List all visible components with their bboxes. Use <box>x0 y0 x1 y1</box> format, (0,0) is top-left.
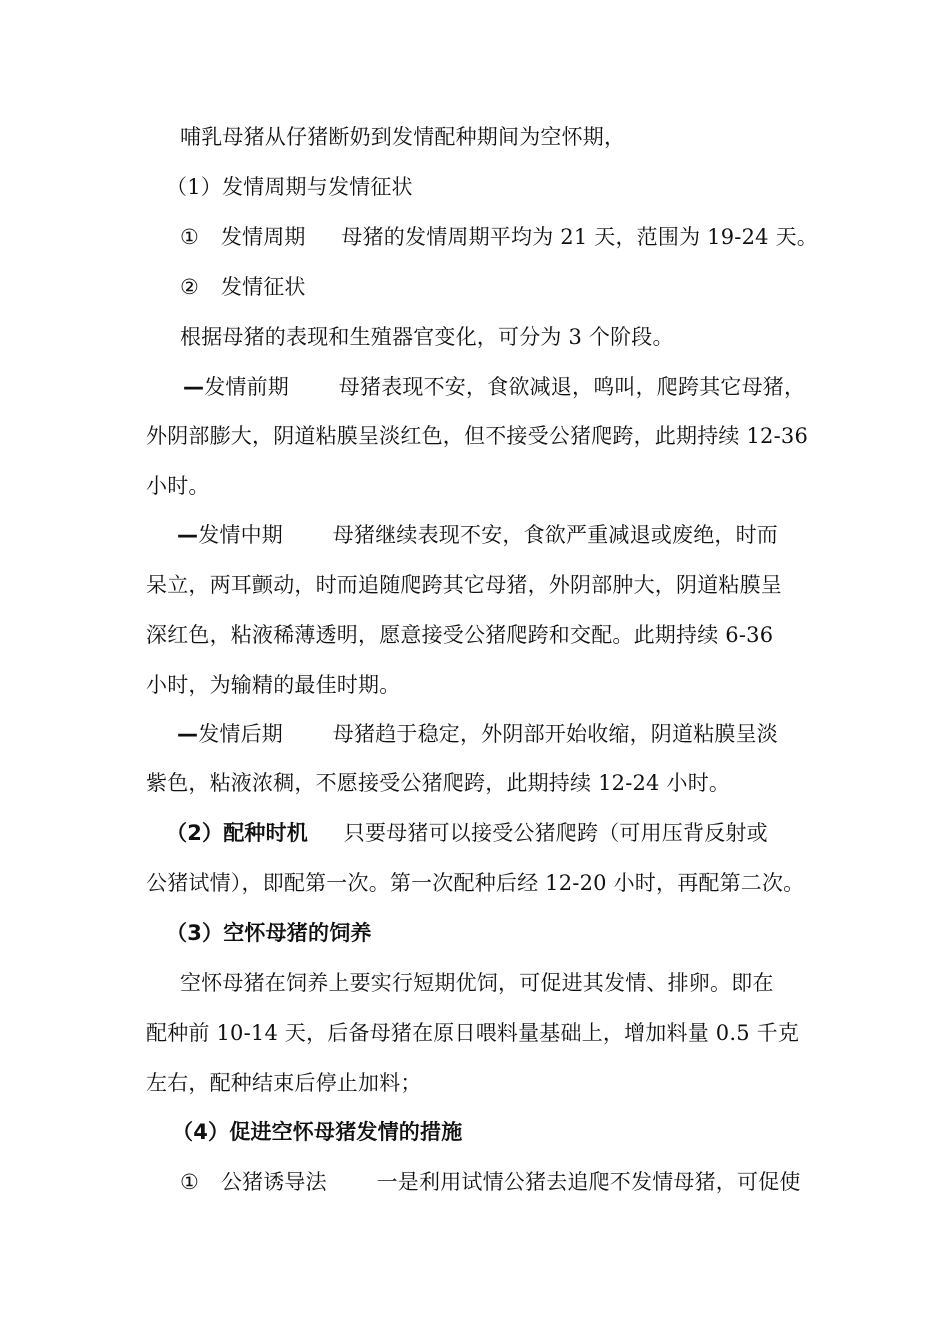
heading-breeding-timing <box>166 819 768 847</box>
heading-1-text: （1）发情周期与发情征状 <box>166 175 413 199</box>
item-3-text: 一是利用试情公猪去追爬不发情母猪，可促使 <box>376 1170 801 1194</box>
stage-mid-estrus-line-4 <box>146 671 400 699</box>
dash-marker: — <box>177 523 199 547</box>
heading-2-text: 只要母猪可以接受公猪爬跨（可用压背反射或 <box>343 821 768 845</box>
heading-estrus-cycle-symptoms <box>166 173 413 201</box>
feeding-line-2 <box>146 1019 799 1047</box>
stage-pre-estrus-line-1 <box>183 373 805 401</box>
stage-mid-estrus-line-2 <box>146 571 782 599</box>
stage-2-text-3: 深红色，粘液稀薄透明，愿意接受公猪爬跨和交配。此期持续 6-36 <box>146 623 774 647</box>
dash-marker: — <box>177 722 199 746</box>
stage-pre-estrus-line-3 <box>146 472 210 500</box>
item-boar-induction <box>180 1168 801 1196</box>
paragraph-intro <box>180 123 625 151</box>
heading-2-title: （2）配种时机 <box>166 821 309 845</box>
stages-intro-text: 根据母猪的表现和生殖器官变化，可分为 3 个阶段。 <box>180 325 674 349</box>
item-1-text: 母猪的发情周期平均为 21 天，范围为 19-24 天。 <box>341 225 818 249</box>
intro-text: 哺乳母猪从仔猪断奶到发情配种期间为空怀期， <box>180 125 626 149</box>
heading-3-title: （3）空怀母猪的饲养 <box>166 921 372 945</box>
stage-1-text-3: 小时。 <box>146 474 210 498</box>
heading-2-text-2: 公猪试情），即配第一次。第一次配种后经 12-20 小时，再配第二次。 <box>146 871 805 895</box>
item-3-title: 公猪诱导法 <box>220 1170 327 1194</box>
stage-1-title: 发情前期 <box>204 375 290 399</box>
stage-mid-estrus-line-1 <box>177 521 778 549</box>
paragraph-stages <box>180 323 674 351</box>
feeding-text-1: 空怀母猪在饲养上要实行短期优饲，可促进其发情、排卵。即在 <box>180 971 774 995</box>
stage-2-text-4: 小时，为输精的最佳时期。 <box>146 673 401 697</box>
stage-1-text-2: 外阴部膨大，阴道粘膜呈淡红色，但不接受公猪爬跨，此期持续 12-36 <box>146 424 809 448</box>
stage-1-text: 母猪表现不安，食欲减退，鸣叫，爬跨其它母猪， <box>338 375 806 399</box>
feeding-text-3: 左右，配种结束后停止加料； <box>146 1071 422 1095</box>
feeding-line-1 <box>180 969 774 997</box>
stage-2-text-2: 呆立，两耳颤动，时而追随爬跨其它母猪，外阴部肿大，阴道粘膜呈 <box>146 573 782 597</box>
circled-number-1: ① <box>180 225 200 249</box>
circled-number-2: ② <box>180 275 200 299</box>
stage-3-text: 母猪趋于稳定，外阴部开始收缩，阴道粘膜呈淡 <box>332 722 778 746</box>
stage-3-text-2: 紫色，粘液浓稠，不愿接受公猪爬跨，此期持续 12-24 小时。 <box>146 771 731 795</box>
feeding-text-2: 配种前 10-14 天，后备母猪在原日喂料量基础上，增加料量 0.5 千克 <box>146 1021 800 1045</box>
feeding-line-3 <box>146 1069 422 1097</box>
item-estrus-cycle <box>180 223 818 251</box>
heading-estrus-promotion <box>172 1118 462 1146</box>
item-estrus-symptoms <box>180 273 306 301</box>
stage-2-title: 发情中期 <box>198 523 284 547</box>
item-2-title: 发情征状 <box>220 275 306 299</box>
stage-2-text: 母猪继续表现不安，食欲严重减退或废绝，时而 <box>332 523 778 547</box>
stage-post-estrus-line-2 <box>146 769 730 797</box>
circled-number-1: ① <box>180 1170 200 1194</box>
stage-post-estrus-line-1 <box>177 720 778 748</box>
stage-mid-estrus-line-3 <box>146 621 773 649</box>
stage-3-title: 发情后期 <box>198 722 284 746</box>
breeding-timing-line-2 <box>146 869 804 897</box>
item-1-title: 发情周期 <box>220 225 306 249</box>
heading-4-title: （4）促进空怀母猪发情的措施 <box>172 1120 463 1144</box>
heading-open-sow-feeding <box>166 919 372 947</box>
dash-marker: — <box>183 375 205 399</box>
stage-pre-estrus-line-2 <box>146 422 808 450</box>
